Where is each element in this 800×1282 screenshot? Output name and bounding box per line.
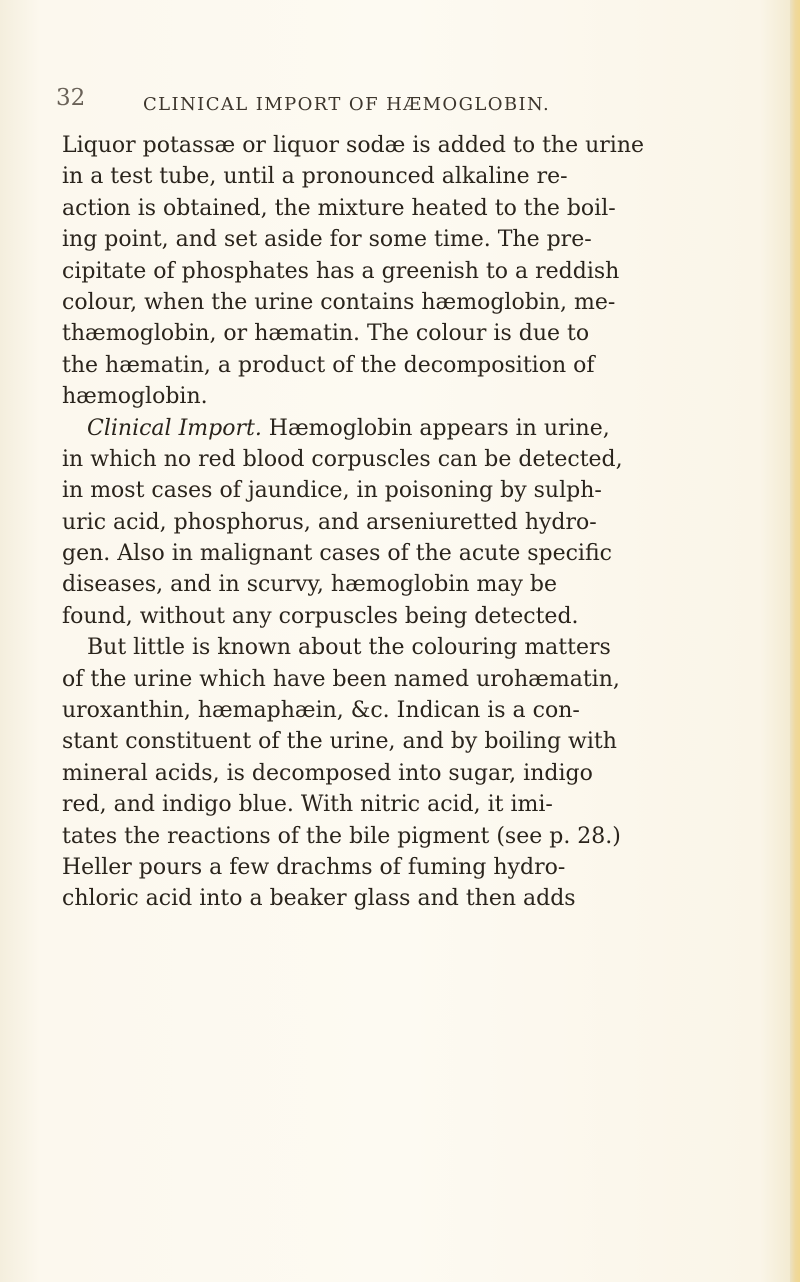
clinical-import-heading: Clinical Import.	[87, 415, 262, 441]
text-line: uroxanthin, hæmaphæin, &c. Indican is a con-	[62, 698, 580, 724]
text-line: cipitate of phosphates has a greenish to a reddish	[62, 258, 620, 284]
text-line: stant constituent of the urine, and by boiling with	[62, 729, 617, 755]
clinical-import-first-text: Hæmoglobin appears in urine,	[261, 415, 610, 441]
text-line: Liquor potassæ or liquor sodæ is added to the urine	[62, 133, 645, 158]
text-line: red, and indigo blue. With nitric acid, it imi-	[62, 792, 553, 818]
text-line: in a test tube, until a pronounced alkaline re-	[62, 164, 568, 190]
text-line: in most cases of jaundice, in poisoning by sulph-	[62, 478, 602, 504]
clinical-import-first-line	[62, 413, 722, 444]
text-line: chloric acid into a beaker glass and then adds	[62, 886, 576, 912]
text-line: uric acid, phosphorus, and arseniuretted hydro-	[62, 509, 597, 535]
text-line: in which no red blood corpuscles can be detected,	[62, 446, 623, 472]
running-head: CLINICAL IMPORT OF HÆMOGLOBIN.	[143, 94, 551, 115]
text-line: of the urine which have been named urohæmatin,	[62, 666, 620, 692]
text-line: Heller pours a few drachms of fuming hydro-	[62, 854, 566, 880]
text-line: found, without any corpuscles being detected.	[62, 603, 579, 629]
text-line: gen. Also in malignant cases of the acute specific	[62, 541, 612, 567]
body-text	[62, 130, 722, 915]
text-line: tates the reactions of the bile pigment (see p. 28.)	[62, 823, 621, 849]
text-line: hæmoglobin.	[62, 384, 208, 410]
text-line: ing point, and set aside for some time. The pre-	[62, 227, 592, 253]
text-line: mineral acids, is decomposed into sugar, indigo	[62, 760, 593, 786]
text-line: thæmoglobin, or hæmatin. The colour is due to	[62, 321, 590, 347]
page-number: 32	[56, 85, 86, 111]
text-line: action is obtained, the mixture heated to the boil-	[62, 195, 616, 221]
text-line: diseases, and in scurvy, hæmoglobin may be	[62, 572, 558, 598]
page-edge	[790, 0, 800, 1282]
text-line: colour, when the urine contains hæmoglobin, me-	[62, 289, 616, 315]
text-line: the hæmatin, a product of the decomposition of	[62, 352, 595, 378]
paragraph-first-line: But little is known about the colouring matters	[87, 635, 611, 661]
